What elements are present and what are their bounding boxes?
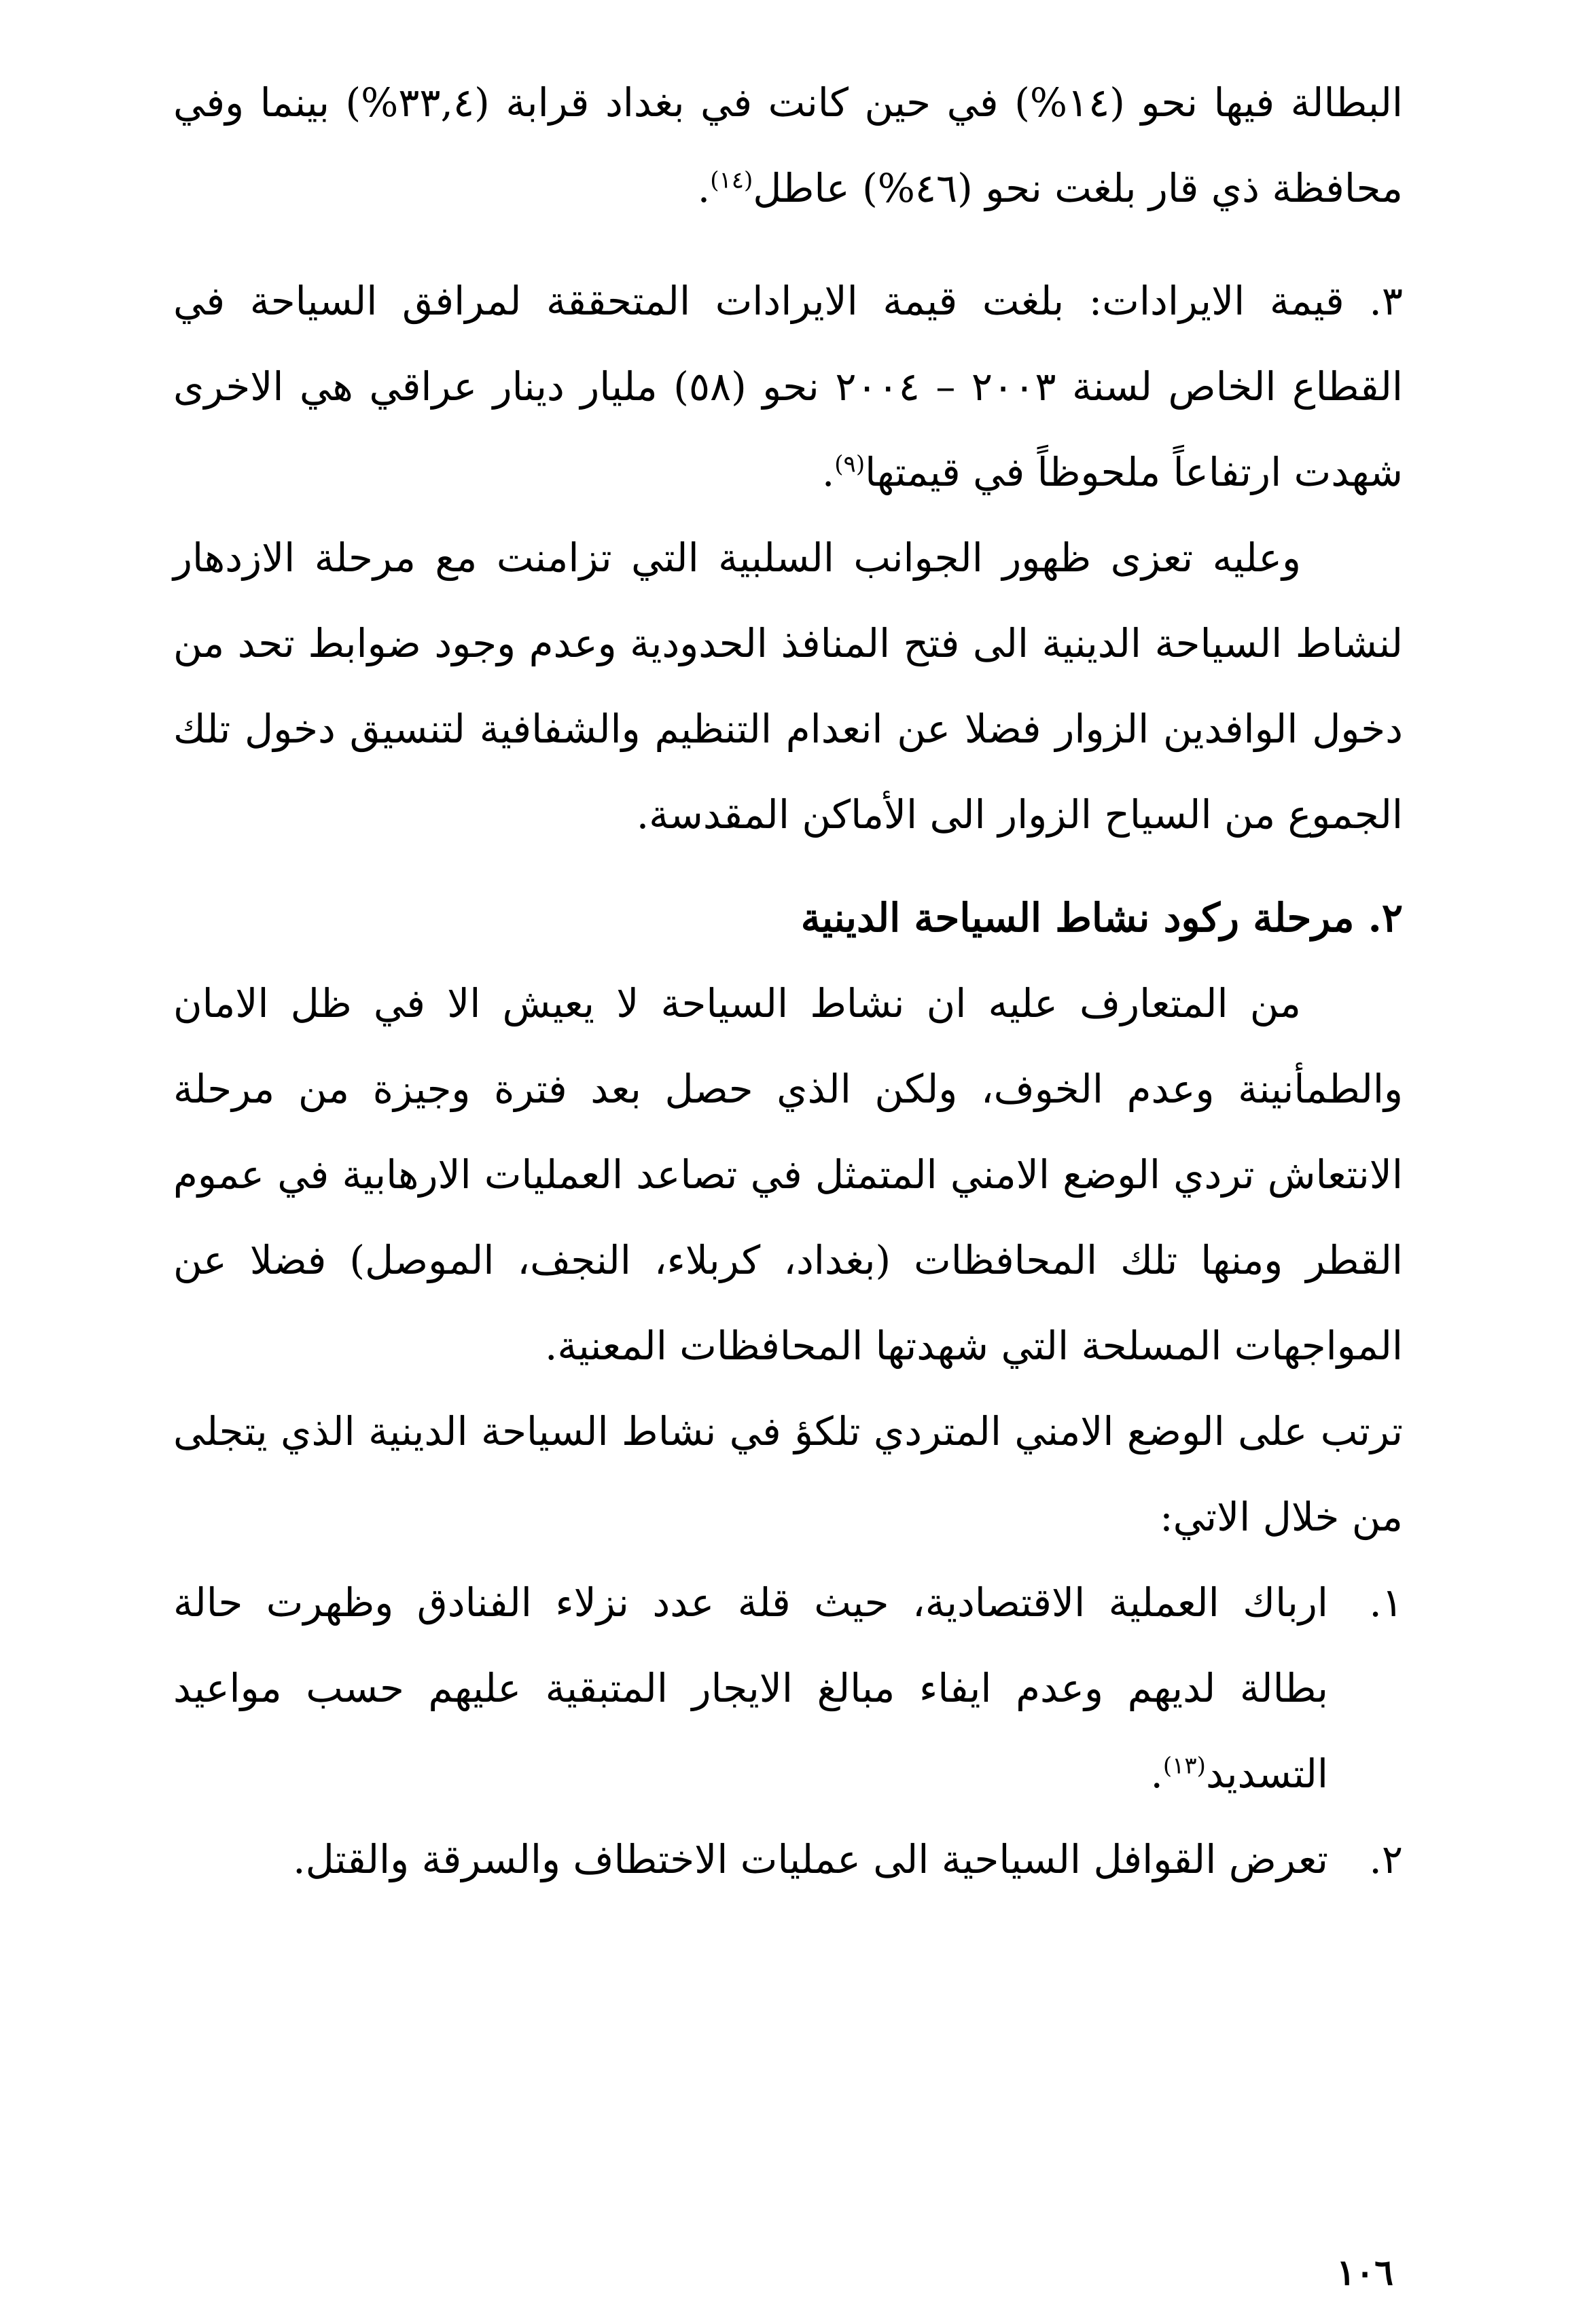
- paragraph-text: من المتعارف عليه ان نشاط السياحة لا يعيش الا في ظل الامان والطمأنينة وعدم الخوف، ولكن الذي حصل بعد فترة وجيزة من مرحلة الانتعاش تردي الوضع الامني المتمثل في تصاعد العمليات الارهابية في عموم القطر ومنها تلك المحافظات (بغداد، كربلاء، النجف، الموصل) فضلا عن المواجهات المسلحة التي شهدتها المحافظات المعنية.: [173, 980, 1403, 1369]
- paragraph-text: ترتب على الوضع الامني المتردي تلكؤ في نشاط السياحة الدينية الذي يتجلى من خلال الاتي:: [173, 1408, 1403, 1540]
- footnote-ref: (٩): [834, 450, 866, 478]
- footnote-ref: (١٣): [1162, 1752, 1206, 1780]
- section-heading-stagnation: ٢. مرحلة ركود نشاط السياحة الدينية: [800, 895, 1403, 941]
- list-item-text: ارباك العملية الاقتصادية، حيث قلة عدد نزلاء الفنادق وظهرت حالة بطالة لديهم وعدم ايفاء مبالغ الايجار المتبقية عليهم حسب مواعيد التسديد: [173, 1579, 1328, 1797]
- paragraph-end: .: [821, 449, 835, 495]
- paragraph-text: البطالة فيها نحو (١٤%) في حين كانت في بغداد قرابة (٣٣,٤%) بينما وفي محافظة ذي قار بلغت نحو (٤٦%) عاطل: [173, 79, 1403, 211]
- list-number: ١.: [1369, 1579, 1403, 1626]
- paragraph-unemployment: [173, 60, 1403, 231]
- paragraph-consequences-intro: [173, 1389, 1403, 1560]
- paragraph-revenue-value: [173, 258, 1403, 515]
- list-item-end: .: [1150, 1751, 1163, 1797]
- footnote-ref: (١٤): [710, 166, 753, 194]
- paragraph-negative-aspects: [173, 515, 1403, 857]
- list-item-text: تعرض القوافل السياحية الى عمليات الاختطاف والسرقة والقتل.: [293, 1836, 1328, 1882]
- list-item-caravans: [173, 1817, 1403, 1902]
- paragraph-end: .: [697, 165, 711, 211]
- paragraph-security: [173, 961, 1403, 1389]
- list-item-economic-disruption: [173, 1560, 1403, 1817]
- page-body: [173, 60, 1403, 1902]
- list-number: ٢.: [1369, 1836, 1403, 1882]
- paragraph-text: ٣. قيمة الايرادات: بلغت قيمة الايرادات المتحققة لمرافق السياحة في القطاع الخاص لسنة ٢٠٠٣ – ٢٠٠٤ نحو (٥٨) مليار دينار عراقي هي الاخرى شهدت ارتفاعاً ملحوظاً في قيمتها: [173, 278, 1403, 495]
- page-number: ١٠٦: [1336, 2252, 1393, 2293]
- paragraph-text: وعليه تعزى ظهور الجوانب السلبية التي تزامنت مع مرحلة الازدهار لنشاط السياحة الدينية الى فتح المنافذ الحدودية وعدم وجود ضوابط تحد من دخول الوافدين الزوار فضلا عن انعدام التنظيم والشفافية لتنسيق دخول تلك الجموع من السياح الزوار الى الأماكن المقدسة.: [173, 535, 1403, 838]
